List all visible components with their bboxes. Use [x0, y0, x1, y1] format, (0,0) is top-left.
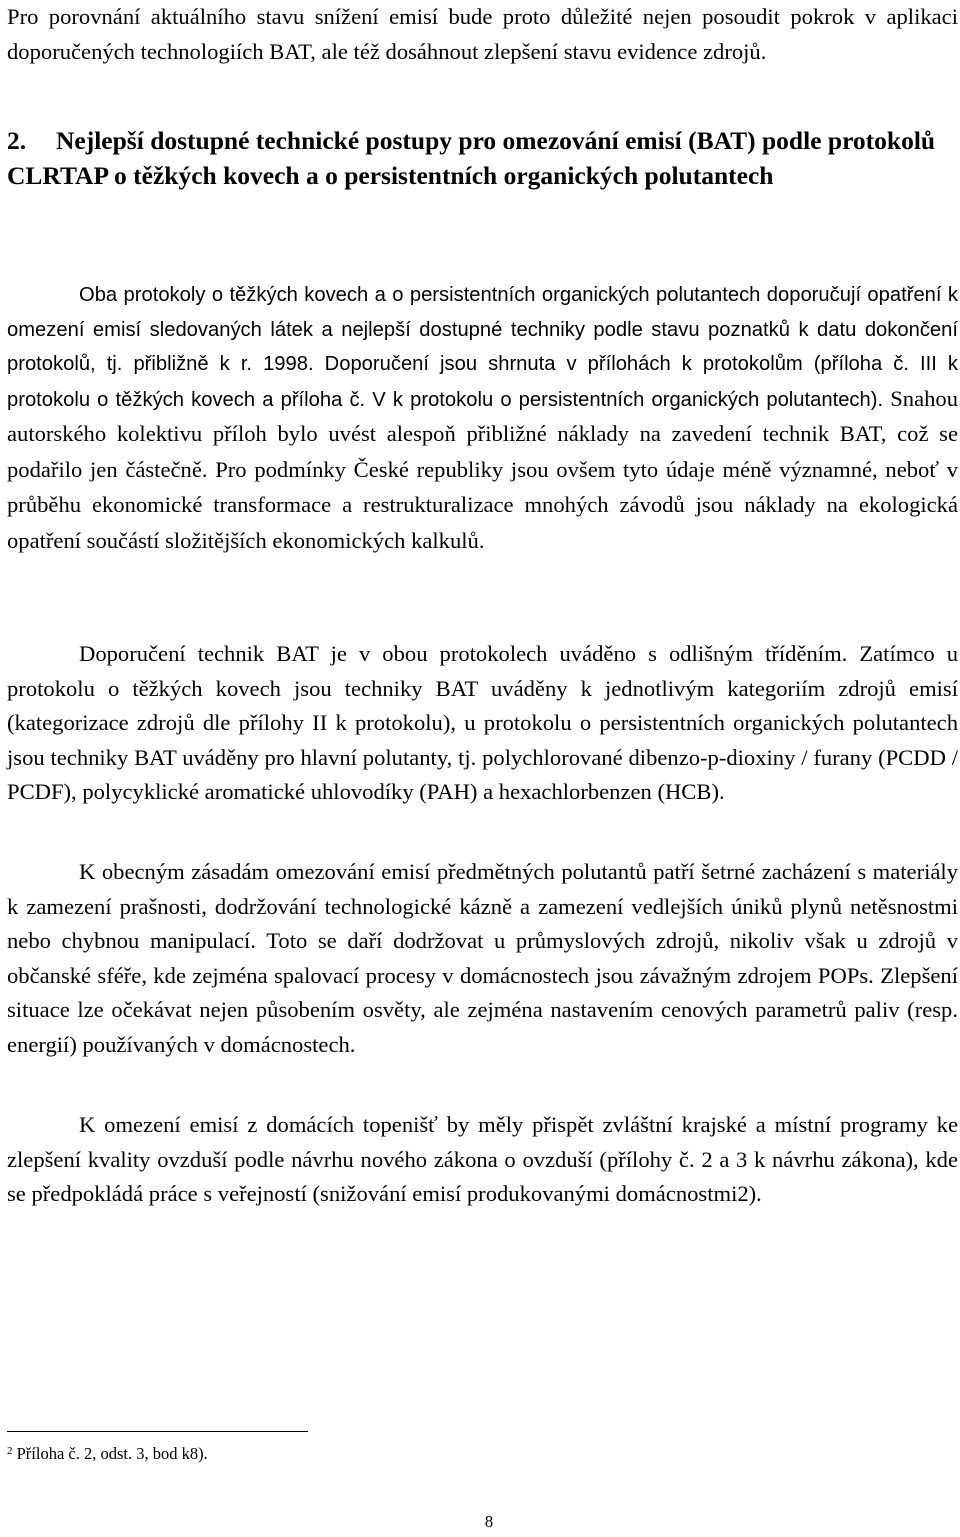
- categorization-paragraph: Doporučení technik BAT je v obou protokolech uváděno s odlišným tříděním. Zatímco u protokolu o těžkých kovech jsou techniky BAT uváděny k jednotlivým kategoriím zdrojů emisí (kategorizace zdrojů dle přílohy II k protokolu), u protokolu o persistentních organických polutantech jsou techniky BAT uváděny pro hlavní polutanty, tj. polychlorované dibenzo-p-dioxiny / furany (PCDD / PCDF), polycyklické aromatické uhlovodíky (PAH) a hexachlorbenzen (HCB).: [7, 641, 958, 804]
- protocols-serif-text: Snahou autorského kolektivu příloh bylo uvést alespoň přibližné náklady na zavedení technik BAT, což se podařilo jen částečně. Pro podmínky České republiky jsou ovšem tyto údaje méně významné, neboť v průběhu ekonomické transformace a restrukturalizace mnohých závodů jsou náklady na ekologická opatření součástí složitějších ekonomických kalkulů.: [7, 385, 958, 553]
- protocols-sans-text: Oba protokoly o těžkých kovech a o persistentních organických polutantech doporučují opatření k omezení emisí sledovaných látek a nejlepší dostupné techniky podle stavu poznatků k datu dokončení protokolů, tj. přibližně k r. 1998. Doporučení jsou shrnuta v přílohách k protokolům (příloha č. III k protokolu o těžkých kovech a příloha č. V k protokolu o persistentních organických polutantech).: [7, 284, 958, 411]
- footnote-text: Příloha č. 2, odst. 3, bod k8).: [16, 1444, 208, 1463]
- protocols-paragraph: [7, 278, 958, 559]
- footnote: [7, 1440, 208, 1465]
- footnote-separator: [7, 1431, 308, 1432]
- section-title: Nejlepší dostupné technické postupy pro omezování emisí (BAT) podle protokolů CLRTAP o těžkých kovech a o persistentních organických polutantech: [7, 126, 936, 190]
- footnote-marker: 2: [7, 1445, 13, 1457]
- section-number: 2.: [7, 126, 27, 155]
- page-number: 8: [484, 1512, 494, 1531]
- principles-paragraph: K obecným zásadám omezování emisí předmětných polutantů patří šetrné zacházení s materiály k zamezení prašnosti, dodržování technologické kázně a zamezení vedlejších úniků plynů netěsnostmi nebo chybnou manipulací. Toto se daří dodržovat u průmyslových zdrojů, nikoliv však u zdrojů v občanské sféře, kde zejména spalovací procesy v domácnostech jsou závažným zdrojem POPs. Zlepšení situace lze očekávat nejen působením osvěty, ale zejména nastavením cenových parametrů paliv (resp. energií) používaných v domácnostech.: [7, 859, 958, 1057]
- intro-paragraph: Pro porovnání aktuálního stavu snížení emisí bude proto důležité nejen posoudit pokrok v aplikaci doporučených technologiích BAT, ale též dosáhnout zlepšení stavu evidence zdrojů.: [7, 4, 958, 64]
- section-heading: [7, 124, 958, 193]
- regional-programs-paragraph: K omezení emisí z domácích topenišť by měly přispět zvláštní krajské a místní programy ke zlepšení kvality ovzduší podle návrhu nového zákona o ovzduší (přílohy č. 2 a 3 k návrhu zákona), kde se předpokládá práce s veřejností (snižování emisí produkovanými domácnostmi2).: [7, 1112, 958, 1206]
